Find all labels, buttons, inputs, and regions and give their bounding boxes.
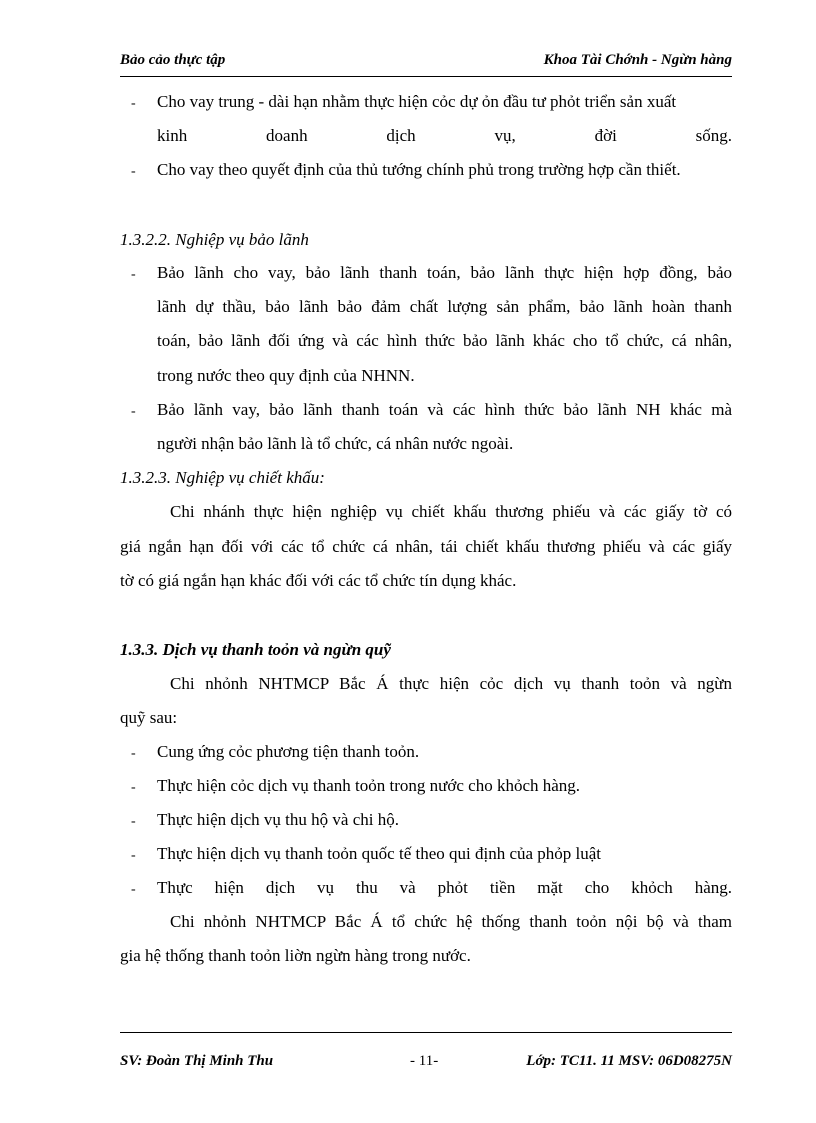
footer-rule — [120, 1032, 732, 1033]
body-line: Cho vay theo quyết định của thủ tướng chính phủ trong trường hợp cần thiết. — [157, 160, 681, 179]
body-line: tờ có giá ngắn hạn khác đối với các tổ chức tín dụng khác. — [120, 571, 517, 590]
bullet-marker: - — [131, 164, 136, 179]
bullet-marker: - — [131, 404, 136, 419]
body-line: toán, bảo lãnh đối ứng và các hình thức bảo lãnh khác cho tổ chức, cá nhân, — [157, 331, 732, 350]
bullet-marker: - — [131, 267, 136, 282]
list-item: Thực hiện cỏc dịch vụ thanh toỏn trong nước cho khỏch hàng. — [157, 776, 581, 795]
page-footer — [120, 1053, 732, 1073]
list-item: Thực hiện dịch vụ thu và phỏt tiền mặt cho khỏch hàng. — [157, 878, 732, 897]
list-item: Thực hiện dịch vụ thanh toỏn quốc tế theo qui định của phỏp luật — [157, 844, 602, 863]
header-report-title: Bảo cảo thực tập — [120, 52, 226, 68]
body-line: lãnh dự thầu, bảo lãnh bảo đảm chất lượng sản phẩm, bảo lãnh hoàn thanh — [157, 297, 732, 316]
list-item: Cung ứng cỏc phương tiện thanh toỏn. — [157, 742, 420, 761]
body-line: Chi nhỏnh NHTMCP Bắc Á tổ chức hệ thống thanh toỏn nội bộ và tham — [170, 912, 732, 931]
bullet-marker: - — [131, 814, 136, 829]
footer-class-id: Lớp: TC11. 11 MSV: 06D08275N — [526, 1053, 732, 1069]
body-line: Bảo lãnh cho vay, bảo lãnh thanh toán, bảo lãnh thực hiện hợp đồng, bảo — [157, 263, 732, 282]
header-rule — [120, 76, 732, 77]
bullet-marker: - — [131, 780, 136, 795]
bullet-marker: - — [131, 882, 136, 897]
body-line: Cho vay trung - dài hạn nhằm thực hiện cỏc dự ỏn đầu tư phỏt triển sản xuất — [157, 92, 677, 111]
section-heading-discount: 1.3.2.3. Nghiệp vụ chiết khấu: — [120, 468, 325, 487]
body-line: quỹ sau: — [120, 708, 178, 727]
page-number: - 11- — [410, 1053, 439, 1069]
body-line: Chi nhỏnh NHTMCP Bắc Á thực hiện cỏc dịch vụ thanh toỏn và ngừn — [170, 674, 732, 693]
bullet-marker: - — [131, 96, 136, 111]
body-line: Chi nhánh thực hiện nghiệp vụ chiết khấu thương phiếu và các giấy tờ có — [170, 502, 732, 521]
header-faculty: Khoa Tài Chớnh - Ngừn hàng — [543, 52, 732, 68]
body-line: kinh doanh dịch vụ, đời sống. — [157, 126, 732, 145]
bullet-marker: - — [131, 848, 136, 863]
body-line: gia hệ thống thanh toỏn liờn ngừn hàng trong nước. — [120, 946, 471, 965]
footer-student-name: SV: Đoàn Thị Minh Thu — [120, 1053, 274, 1069]
body-line: người nhận bảo lãnh là tổ chức, cá nhân nước ngoài. — [157, 434, 514, 453]
section-heading-payment-services: 1.3.3. Dịch vụ thanh toỏn và ngừn quỹ — [120, 640, 391, 659]
body-line: Bảo lãnh vay, bảo lãnh thanh toán và các hình thức bảo lãnh NH khác mà — [157, 400, 732, 419]
page-header — [120, 52, 732, 72]
section-heading-guarantee: 1.3.2.2. Nghiệp vụ bảo lãnh — [120, 230, 309, 249]
bullet-marker: - — [131, 746, 136, 761]
body-line: giá ngắn hạn đối với các tổ chức cá nhân, tái chiết khấu thương phiếu và các giấy — [120, 537, 732, 556]
list-item: Thực hiện dịch vụ thu hộ và chi hộ. — [157, 810, 399, 829]
body-line: trong nước theo quy định của NHNN. — [157, 366, 415, 385]
